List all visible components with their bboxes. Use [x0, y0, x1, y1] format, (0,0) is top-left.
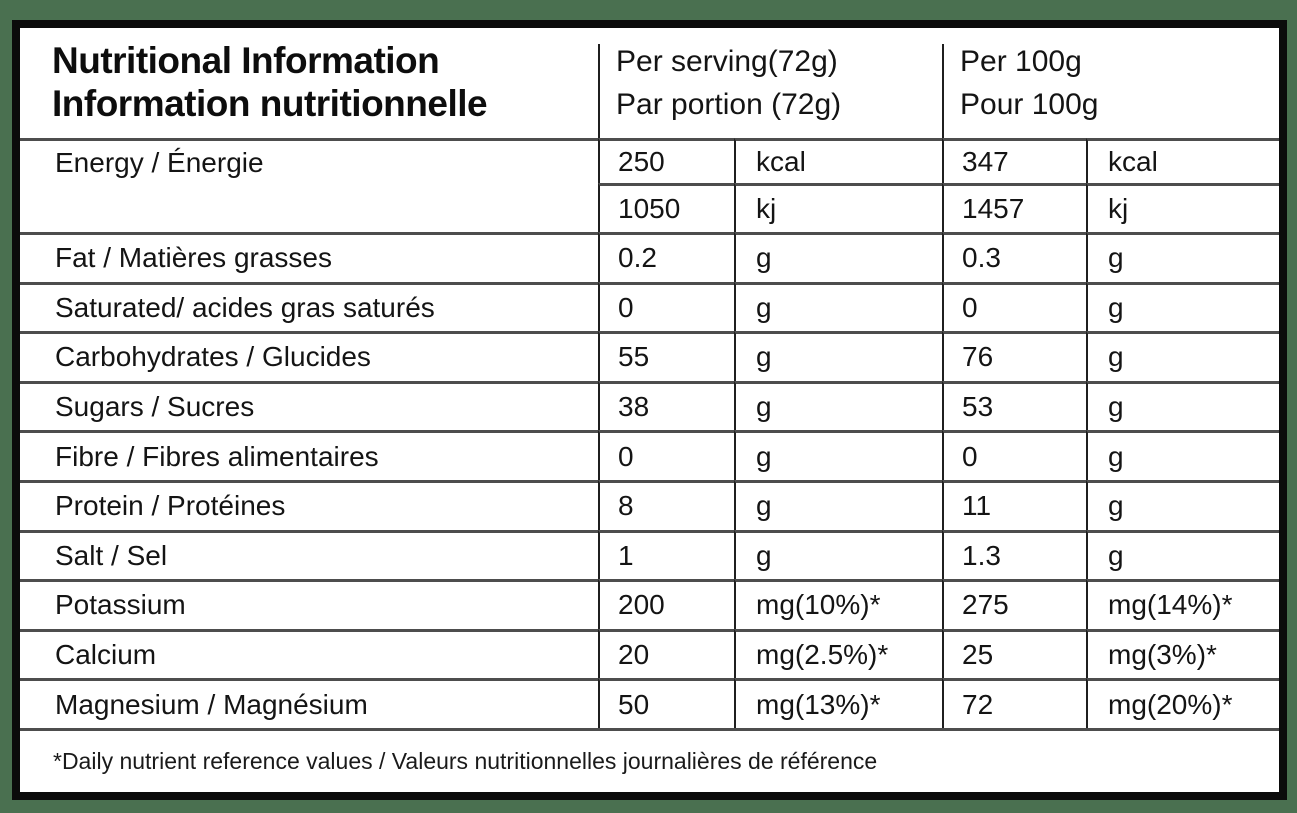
energy-kj-per100-value: 1457: [942, 183, 1086, 232]
calcium-serving-value: 20: [598, 629, 734, 679]
carbohydrates-serving-unit: g: [734, 331, 942, 381]
saturated-serving-value: 0: [598, 282, 734, 332]
energy-kcal-per100-value: 347: [942, 138, 1086, 183]
per-serving-label-fr: Par portion (72g): [616, 88, 842, 121]
fat-serving-unit: g: [734, 232, 942, 282]
salt-serving-unit: g: [734, 530, 942, 580]
per-serving-label-en: Per serving(72g): [616, 44, 838, 78]
energy-kcal-serving-unit: kcal: [734, 138, 942, 183]
table-title: [20, 28, 598, 138]
row-protein-label: Protein / Protéines: [20, 480, 598, 530]
calcium-per100-unit: mg(3%)*: [1086, 629, 1279, 679]
fibre-per100-unit: g: [1086, 430, 1279, 480]
row-magnesium-label: Magnesium / Magnésium: [20, 678, 598, 728]
energy-kcal-per100-unit: kcal: [1086, 138, 1279, 183]
row-potassium-label: Potassium: [20, 579, 598, 629]
saturated-per100-unit: g: [1086, 282, 1279, 332]
carbohydrates-serving-value: 55: [598, 331, 734, 381]
protein-per100-value: 11: [942, 480, 1086, 530]
fat-per100-value: 0.3: [942, 232, 1086, 282]
potassium-per100-value: 275: [942, 579, 1086, 629]
table-title-fr: Information nutritionnelle: [52, 83, 488, 124]
per-100g-label-fr: Pour 100g: [960, 88, 1099, 121]
row-fibre-label: Fibre / Fibres alimentaires: [20, 430, 598, 480]
energy-kj-serving-unit: kj: [734, 183, 942, 232]
carbohydrates-per100-value: 76: [942, 331, 1086, 381]
protein-per100-unit: g: [1086, 480, 1279, 530]
saturated-per100-value: 0: [942, 282, 1086, 332]
fibre-per100-value: 0: [942, 430, 1086, 480]
row-carbohydrates-label: Carbohydrates / Glucides: [20, 331, 598, 381]
calcium-per100-value: 25: [942, 629, 1086, 679]
energy-kcal-serving-value: 250: [598, 138, 734, 183]
protein-serving-value: 8: [598, 480, 734, 530]
magnesium-serving-unit: mg(13%)*: [734, 678, 942, 728]
potassium-per100-unit: mg(14%)*: [1086, 579, 1279, 629]
fat-per100-unit: g: [1086, 232, 1279, 282]
per-100g-label-en: Per 100g: [960, 44, 1082, 78]
fat-serving-value: 0.2: [598, 232, 734, 282]
row-sugars-label: Sugars / Sucres: [20, 381, 598, 431]
magnesium-per100-unit: mg(20%)*: [1086, 678, 1279, 728]
nutrition-label-sheet: [12, 20, 1287, 800]
column-header-per-serving: [598, 28, 942, 138]
column-header-per-100g: [942, 28, 1279, 138]
energy-kj-per100-unit: kj: [1086, 183, 1279, 232]
row-fat-label: Fat / Matières grasses: [20, 232, 598, 282]
sugars-per100-value: 53: [942, 381, 1086, 431]
nutrition-table: [20, 28, 1279, 792]
row-saturated-label: Saturated/ acides gras saturés: [20, 282, 598, 332]
energy-kj-serving-value: 1050: [598, 183, 734, 232]
fibre-serving-unit: g: [734, 430, 942, 480]
salt-per100-unit: g: [1086, 530, 1279, 580]
calcium-serving-unit: mg(2.5%)*: [734, 629, 942, 679]
salt-per100-value: 1.3: [942, 530, 1086, 580]
protein-serving-unit: g: [734, 480, 942, 530]
magnesium-per100-value: 72: [942, 678, 1086, 728]
fibre-serving-value: 0: [598, 430, 734, 480]
footnote: *Daily nutrient reference values / Valeurs nutritionnelles journalières de référence: [20, 728, 1279, 792]
sugars-per100-unit: g: [1086, 381, 1279, 431]
row-calcium-label: Calcium: [20, 629, 598, 679]
potassium-serving-value: 200: [598, 579, 734, 629]
potassium-serving-unit: mg(10%)*: [734, 579, 942, 629]
saturated-serving-unit: g: [734, 282, 942, 332]
sugars-serving-unit: g: [734, 381, 942, 431]
sugars-serving-value: 38: [598, 381, 734, 431]
carbohydrates-per100-unit: g: [1086, 331, 1279, 381]
table-title-en: Nutritional Information: [52, 40, 440, 82]
row-salt-label: Salt / Sel: [20, 530, 598, 580]
row-energy-label: Energy / Énergie: [20, 138, 598, 232]
salt-serving-value: 1: [598, 530, 734, 580]
magnesium-serving-value: 50: [598, 678, 734, 728]
